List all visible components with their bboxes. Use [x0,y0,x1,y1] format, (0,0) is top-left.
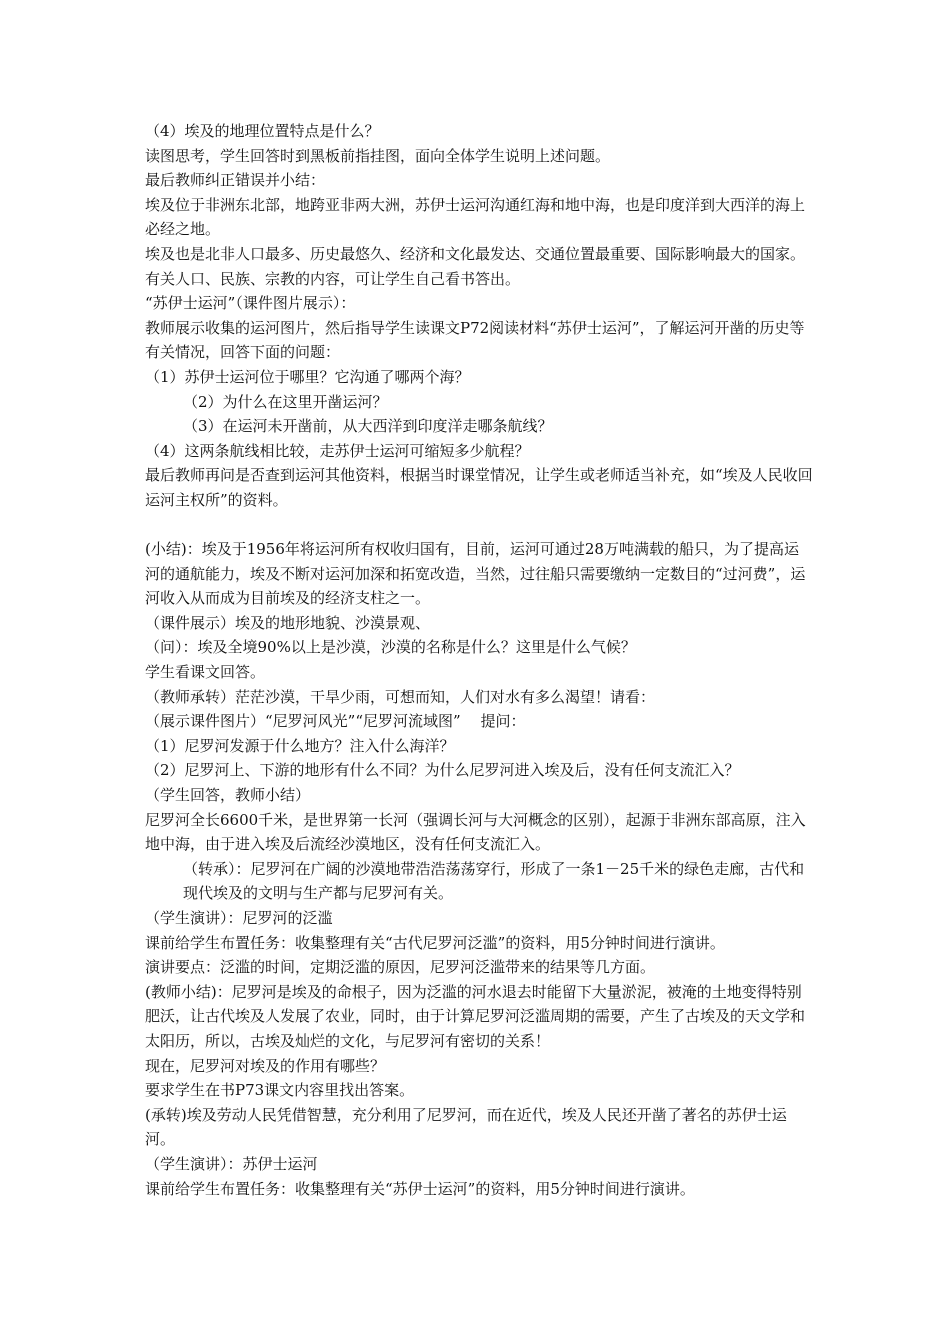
section-heading: “苏伊士运河”（课件图片展示）： [145,294,356,313]
question-item: （2）尼罗河上、下游的地形有什么不同？为什么尼罗河进入埃及后，没有任何支流汇入？ [145,761,740,780]
paragraph: 尼罗河全长6600千米，是世界第一长河（强调长河与大河概念的区别），起源于非洲东部高原，注入地中海，由于进入埃及后流经沙漠地区，没有任何支流汇入。 [145,810,806,854]
paragraph: 教师展示收集的运河图片，然后指导学生读课文P72阅读材料“苏伊士运河”，了解运河开凿的历史等有关情况，回答下面的问题： [145,318,805,362]
paragraph: （4）埃及的地理位置特点是什么？ [145,122,380,140]
question-item: （3）在运河未开凿前，从大西洋到印度洋走哪条航线？ [183,417,553,436]
paragraph: （教师承转）茫茫沙漠，干旱少雨，可想而知，人们对水有多么渴望！请看： [145,687,656,706]
paragraph: 要求学生在书P73课文内容里找出答案。 [145,1081,415,1100]
paragraph: （学生演讲）：尼罗河的泛滥 [145,909,333,927]
paragraph: 最后教师再问是否查到运河其他资料，根据当时课堂情况，让学生或老师适当补充，如“埃及人民收回运河主权所”的资料。 [145,466,813,509]
paragraph: （问）：埃及全境90%以上是沙漠，沙漠的名称是什么？这里是什么气候？ [145,638,636,657]
paragraph: 课前给学生布置任务：收集整理有关“古代尼罗河泛滥”的资料，用5分钟时间进行演讲。 [145,933,725,952]
paragraph: (教师小结)：尼罗河是埃及的命根子，因为泛滥的河水退去时能留下大量淤泥，被淹的土地变得特别肥沃，让古代埃及人发展了农业，同时，由于计算尼罗河泛滥周期的需要，产生了古埃及的天文学和太阳历，所以，古埃及灿烂的文化，与尼罗河有密切的关系！ [145,982,806,1050]
paragraph: （学生演讲）：苏伊士运河 [145,1154,318,1173]
question-item: （1）苏伊士运河位于哪里？它沟通了哪两个海？ [145,367,470,386]
question-item: （4）这两条航线相比较，走苏伊士运河可缩短多少航程？ [145,441,530,460]
paragraph: 埃及位于非洲东北部，地跨亚非两大洲，苏伊士运河沟通红海和地中海，也是印度洋到大西洋的海上必经之地。 [145,195,806,239]
paragraph: （转承）：尼罗河在广阔的沙漠地带浩浩荡荡穿行，形成了一条1－25千米的绿色走廊，古代和现代埃及的文明与生产都与尼罗河有关。 [183,859,805,903]
paragraph: 现在，尼罗河对埃及的作用有哪些？ [145,1056,386,1075]
paragraph: (小结)：埃及于1956年将运河所有权收归国有，目前，运河可通过28万吨满载的船只，为了提高运河的通航能力，埃及不断对运河加深和拓宽改造，当然，过往船只需要缴纳一定数目的“过河费”，运河收入从而成为目前埃及的经济支柱之一。 [145,540,806,608]
paragraph: （学生回答，教师小结） [145,786,311,805]
blank-line [145,513,813,538]
paragraph: 课前给学生布置任务：收集整理有关“苏伊士运河”的资料，用5分钟时间进行演讲。 [145,1179,695,1198]
paragraph: 演讲要点：泛滥的时间，定期泛滥的原因，尼罗河泛滥带来的结果等几方面。 [145,958,656,977]
question-item: （2）为什么在这里开凿运河？ [183,392,388,411]
paragraph: (承转)埃及劳动人民凭借智慧，充分利用了尼罗河，而在近代，埃及人民还开凿了著名的苏伊士运河。 [145,1105,787,1149]
paragraph: 埃及也是北非人口最多、历史最悠久、经济和文化最发达、交通位置最重要、国际影响最大的国家。有关人口、民族、宗教的内容，可让学生自己看书答出。 [145,244,806,288]
question-item: （1）尼罗河发源于什么地方？注入什么海洋？ [145,736,455,755]
paragraph: （课件展示）埃及的地形地貌、沙漠景观、 [145,613,431,632]
paragraph: 读图思考，学生回答时到黑板前指挂图，面向全体学生说明上述问题。 [145,146,611,165]
paragraph: 最后教师纠正错误并小结： [145,171,326,190]
document-body [145,119,813,1201]
paragraph: 学生看课文回答。 [145,663,266,682]
paragraph: （展示课件图片）“尼罗河风光”“尼罗河流域图” 提问： [145,712,526,731]
